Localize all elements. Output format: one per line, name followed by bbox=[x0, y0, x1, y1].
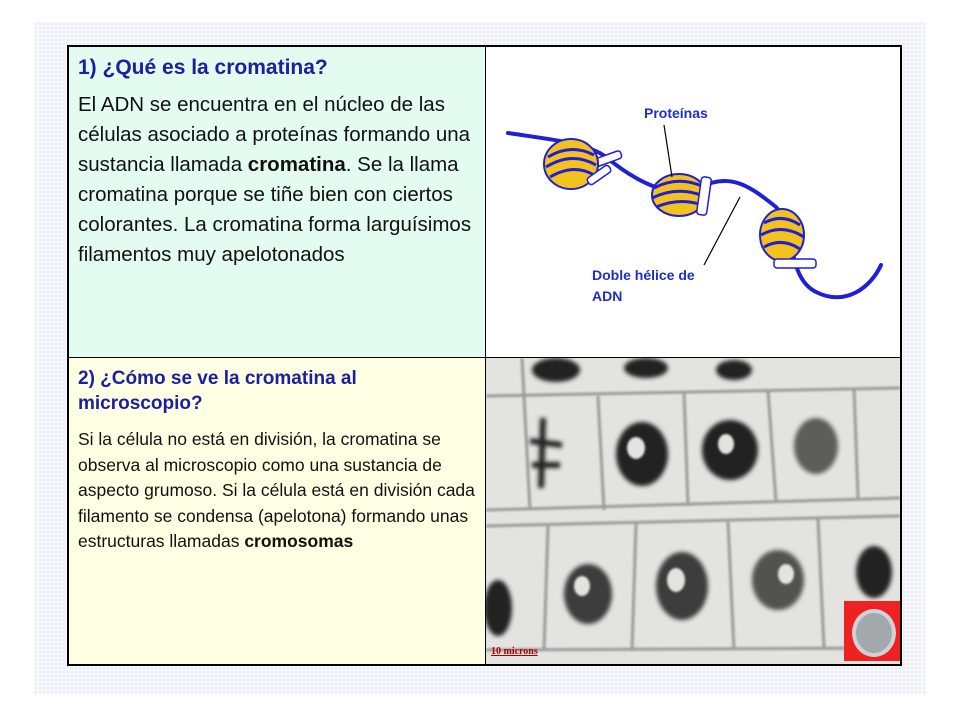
section-2-text-before: Si la célula no está en división, la cromatina se observa al microscopio como una sustancia de aspecto grumoso. Si la célula está en división cada filamento se condensa (apelotona) formando unas estructuras llamadas bbox=[78, 429, 475, 552]
section-1-text-after: . Se la llama cromatina porque se tiñe bien con ciertos colorantes. La cromatina forma larguísimos filamentos muy apelotonados bbox=[78, 153, 472, 266]
section-2-paragraph bbox=[78, 427, 480, 555]
label-helix-line1: Doble hélice de bbox=[592, 267, 695, 283]
nucleosome-3 bbox=[760, 209, 816, 268]
nucleosome-1 bbox=[544, 139, 622, 189]
chromatin-diagram-cell bbox=[486, 47, 900, 358]
nucleosome-2 bbox=[652, 174, 712, 216]
section-1-paragraph bbox=[78, 90, 478, 270]
section-1-question: 1) ¿Qué es la cromatina? bbox=[78, 56, 328, 79]
label-helix-line2: ADN bbox=[592, 288, 623, 304]
section-1-bold-term: cromatina bbox=[247, 153, 346, 176]
section-2-question: 2) ¿Cómo se ve la cromatina al microscopio? bbox=[78, 368, 357, 414]
section-2-text-cell bbox=[69, 358, 486, 664]
section-1-text-before: El ADN se encuentra en el núcleo de las células asociado a proteínas formando una sustancia llamada bbox=[78, 93, 471, 176]
content-table bbox=[67, 45, 902, 666]
section-2-bold-term: cromosomas bbox=[244, 531, 354, 552]
helix-pointer-line bbox=[704, 197, 740, 265]
inset-thumbnail-graphic bbox=[844, 601, 900, 661]
proteins-pointer-line bbox=[664, 125, 672, 177]
chromatin-diagram bbox=[486, 47, 900, 358]
micrograph-cell bbox=[486, 358, 900, 664]
section-1-text-cell bbox=[69, 47, 486, 358]
inset-thumbnail bbox=[844, 601, 900, 661]
scale-bar-label: 10 microns bbox=[491, 646, 538, 657]
micrograph-image bbox=[486, 358, 900, 664]
label-proteins: Proteínas bbox=[644, 105, 708, 121]
